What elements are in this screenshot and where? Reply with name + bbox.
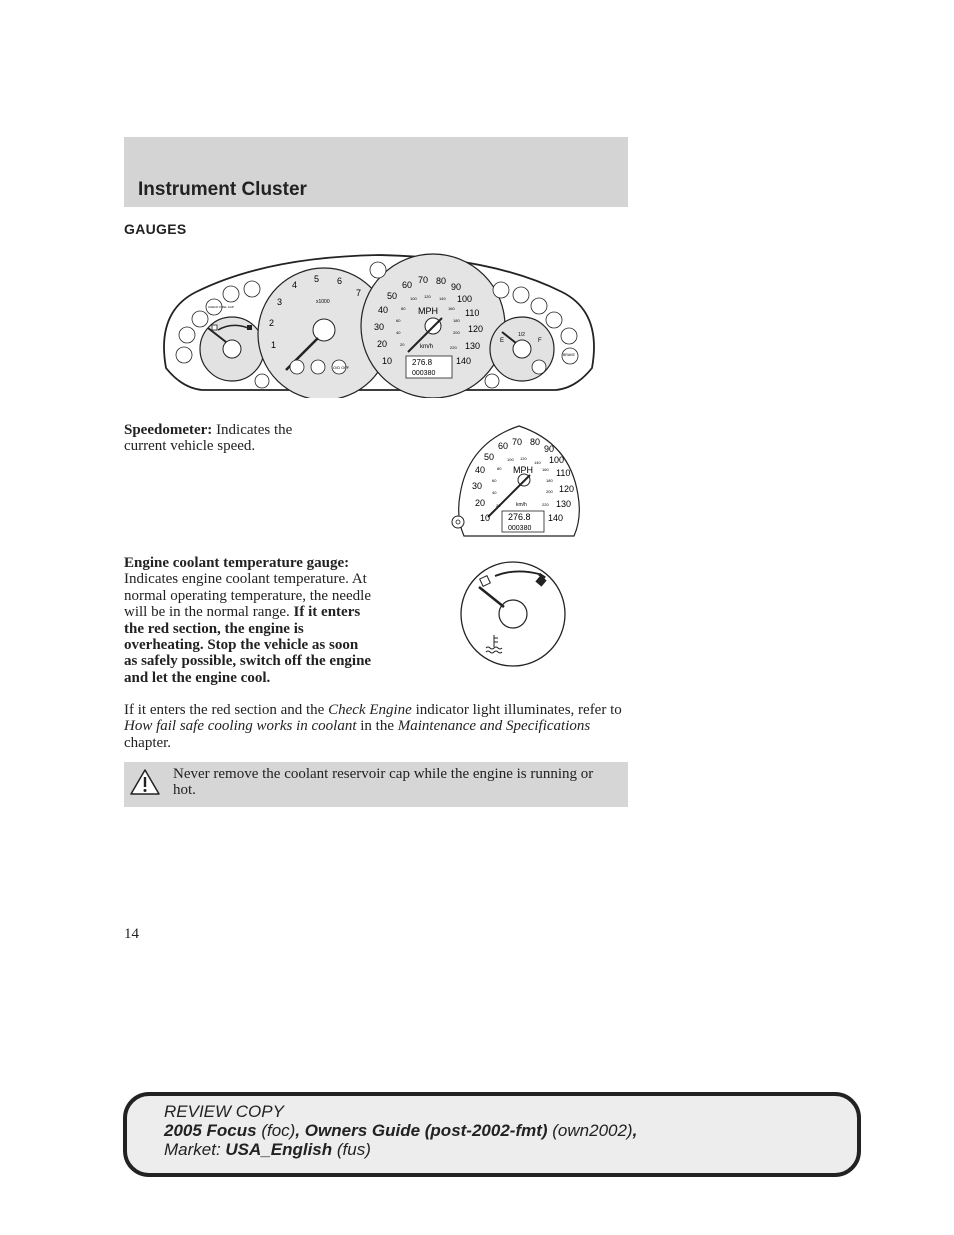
warning-triangle-icon (129, 768, 161, 796)
speedometer-label: Speedometer: (124, 422, 213, 438)
market-value: USA_English (225, 1140, 333, 1159)
speedometer-illustration (446, 423, 592, 539)
speed-mph: 30 (374, 322, 385, 332)
mph-label: MPH (418, 306, 438, 316)
fuel-half-label: 1/2 (518, 332, 525, 338)
kmh-label: km/h (420, 344, 434, 350)
speed-mph: 90 (544, 444, 555, 454)
coolant-paragraph-continued: If it enters the red section and the Check Engine indicator light illuminates, refer to How fail safe cooling works in coolant in the Maintenance and Specifications chapter. (124, 702, 622, 751)
odometer-display: 000380 (508, 525, 532, 532)
speed-kmh: 140 (534, 460, 541, 465)
speed-mph: 130 (556, 499, 572, 509)
speed-mph: 80 (436, 276, 447, 286)
check-fuel-cap-label: CHECK FUEL CAP (208, 305, 234, 309)
brake-label: BRAKE (563, 353, 575, 357)
speed-mph: 80 (530, 437, 541, 447)
speed-mph: 120 (559, 484, 575, 494)
guide-name: , Owners Guide (post-2002-fmt) (295, 1121, 548, 1140)
speed-mph: 40 (475, 465, 486, 475)
instrument-cluster-illustration (156, 252, 602, 398)
speed-kmh: 100 (507, 457, 514, 462)
speedometer-paragraph (124, 422, 334, 455)
warning-text: Never remove the coolant reservoir cap while the engine is running or hot. (173, 766, 594, 799)
speed-mph: 120 (468, 324, 484, 334)
speed-kmh: 60 (492, 478, 497, 483)
speed-mph: 90 (451, 282, 462, 292)
market-label: Market: (164, 1140, 226, 1159)
speed-mph: 110 (556, 468, 571, 478)
review-copy-label: REVIEW COPY (164, 1102, 284, 1121)
speed-kmh: 200 (453, 330, 460, 335)
speed-kmh: 40 (492, 490, 497, 495)
tach-unit-label: x1000 (316, 299, 330, 305)
speed-kmh: 140 (439, 296, 446, 301)
speed-mph: 20 (475, 498, 486, 508)
speed-kmh: 220 (542, 502, 549, 507)
speed-mph: 140 (548, 513, 564, 523)
tach-number: 3 (277, 297, 283, 307)
speed-mph: 20 (377, 339, 388, 349)
tach-number: 6 (337, 276, 343, 286)
speed-kmh: 100 (410, 296, 417, 301)
speed-mph: 70 (418, 275, 429, 285)
mph-label: MPH (513, 465, 533, 475)
speed-mph: 70 (512, 437, 523, 447)
speed-mph: 110 (465, 308, 480, 318)
speed-mph: 60 (498, 441, 509, 451)
coolant-gauge-illustration (459, 560, 569, 670)
speed-kmh: 180 (453, 318, 460, 323)
model-name: 2005 Focus (164, 1121, 257, 1140)
speed-mph: 30 (472, 481, 483, 491)
warning-box (124, 762, 628, 807)
trip-display: 276.8 (412, 358, 433, 367)
review-copy-footer: REVIEW COPY 2005 Focus (foc), Owners Guide (post-2002-fmt) (own2002), Market: USA_English (fus) (123, 1092, 861, 1177)
odometer-display: 000380 (412, 370, 436, 377)
section-heading: GAUGES (124, 221, 187, 237)
speed-mph: 10 (382, 356, 393, 366)
coolant-label: Engine coolant temperature gauge: (124, 555, 350, 571)
trip-display: 276.8 (508, 512, 531, 522)
speed-kmh: 120 (520, 456, 527, 461)
speed-mph: 100 (549, 455, 565, 465)
chapter-title: Instrument Cluster (138, 179, 307, 200)
speed-kmh: 20 (400, 342, 405, 347)
coolant-text-continued: If it enters the red section and the (124, 702, 329, 718)
speed-kmh: 20 (496, 503, 501, 508)
speed-kmh: 220 (450, 345, 457, 350)
speed-mph: 40 (378, 305, 389, 315)
tach-number: 7 (356, 288, 362, 298)
speed-mph: 10 (480, 513, 491, 523)
speed-kmh: 120 (424, 294, 431, 299)
page-number: 14 (124, 926, 139, 942)
kmh-label: km/h (516, 502, 527, 508)
speed-kmh: 40 (396, 330, 401, 335)
speed-kmh: 160 (448, 306, 455, 311)
coolant-paragraph (124, 555, 374, 686)
tach-number: 2 (269, 318, 275, 328)
speed-mph: 60 (402, 280, 413, 290)
speedometer-text: Indicates the current vehicle speed. (124, 422, 293, 455)
coolant-warning-bold: If it enters the red section, the engine is overheating. Stop the vehicle as soon as safely possible, switch off the engine and let the engine cool. (124, 604, 372, 686)
fuel-full-label: F (538, 338, 542, 344)
tach-number: 4 (292, 280, 298, 290)
speed-kmh: 80 (497, 466, 502, 471)
speed-mph: 50 (387, 291, 398, 301)
tach-number: 5 (314, 274, 320, 284)
speed-kmh: 160 (542, 467, 549, 472)
speed-mph: 50 (484, 452, 495, 462)
chapter-name-italic: Maintenance and Specifications (397, 718, 591, 735)
chapter-header-band (124, 137, 628, 207)
speed-kmh: 180 (546, 478, 553, 483)
speed-mph: 140 (456, 356, 472, 366)
coolant-text: Indicates engine coolant temperature. At normal operating temperature, the needle will be in the normal range. (124, 571, 371, 621)
fuel-empty-label: E (500, 338, 505, 344)
check-engine-italic: Check Engine (328, 702, 412, 718)
speed-kmh: 60 (396, 318, 401, 323)
tach-number: 1 (271, 340, 277, 350)
speed-mph: 100 (457, 294, 473, 304)
fail-safe-cooling-italic: How fail safe cooling works in coolant (124, 718, 357, 735)
speed-kmh: 200 (546, 489, 553, 494)
od-off-label: O/D OFF (333, 365, 350, 370)
speed-kmh: 80 (401, 306, 406, 311)
speed-mph: 130 (465, 341, 481, 351)
